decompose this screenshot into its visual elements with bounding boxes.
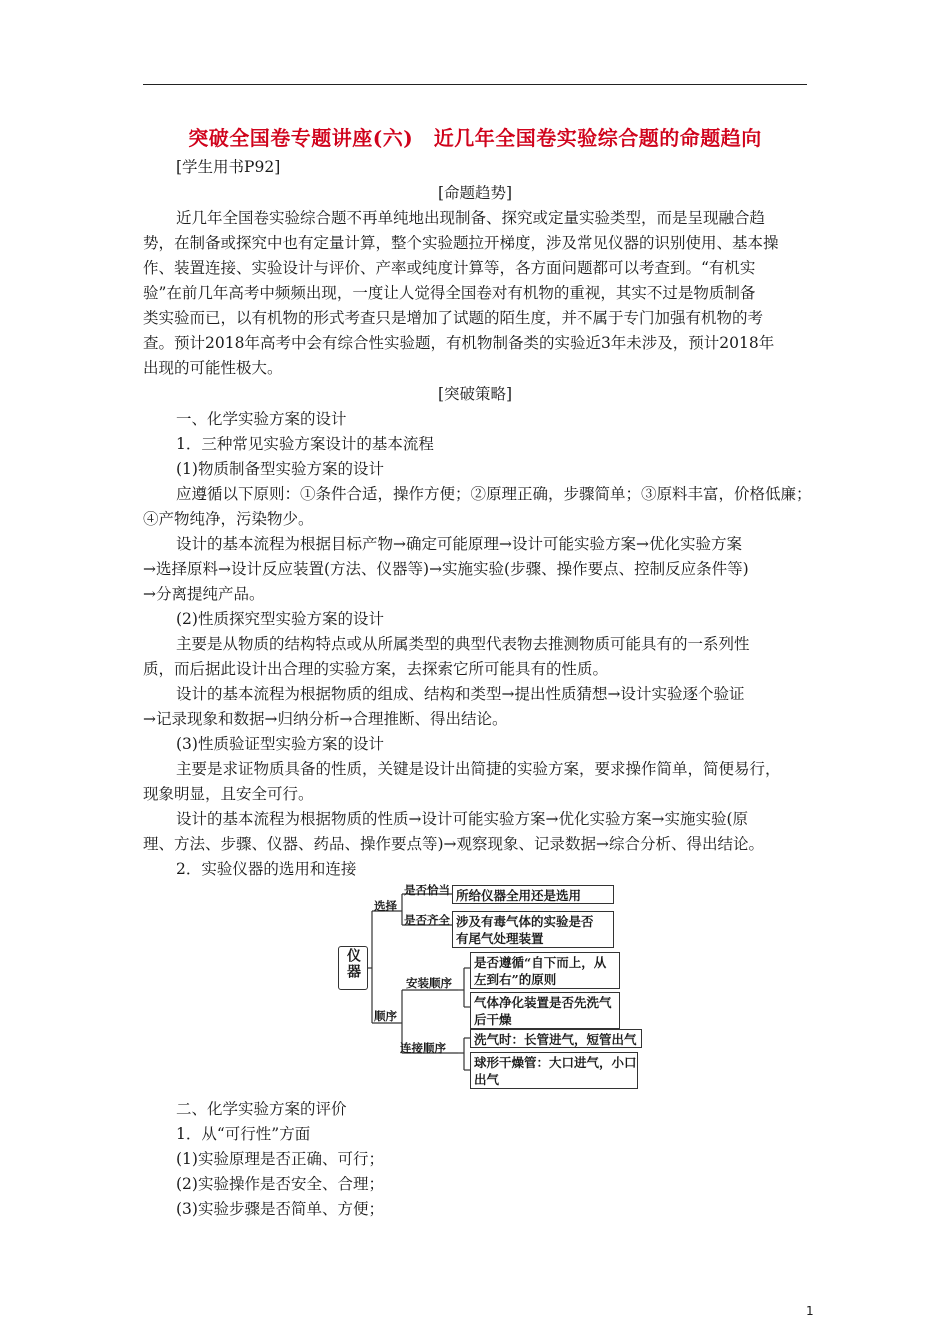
box-updown-line2: 左到右”的原则 [474, 972, 557, 987]
trend-line: 验”在前几年高考中频频出现，一度让人觉得全国卷对有机物的重视，其实不过是物质制备 [143, 284, 756, 302]
section-strategy-heading: [突破策略] [437, 385, 513, 403]
body-line: →分离提纯产品。 [143, 585, 265, 603]
box-dry-line1: 球形干燥管：大口进气，小口 [474, 1055, 637, 1070]
box-gas-wash: 洗气时：长管进气，短管出气 [470, 1029, 642, 1048]
box-gas-purify [470, 992, 620, 1029]
box-bottom-up [470, 952, 620, 989]
box-updown-line1: 是否遵循“自下而上，从 [474, 955, 607, 970]
box-toxic-line1: 涉及有毒气体的实验是否 [456, 914, 594, 929]
body-line: →记录现象和数据→归纳分析→合理推断、得出结论。 [143, 710, 508, 728]
root-label: 仪器 [345, 948, 361, 980]
section-trend-heading: [命题趋势] [437, 184, 513, 202]
body-line: 设计的基本流程为根据目标产物→确定可能原理→设计可能实验方案→优化实验方案 [176, 535, 742, 553]
trend-line: 类实验而已，以有机物的形式考查只是增加了试题的陌生度，并不属于专门加强有机物的考 [143, 309, 764, 327]
box-toxic-gas [452, 911, 614, 948]
eval-line: (1)实验原理是否正确、可行； [176, 1150, 384, 1168]
box-dry-line2: 出气 [474, 1072, 500, 1087]
trend-line: 近几年全国卷实验综合题不再单纯地出现制备、探究或定量实验类型，而是呈现融合趋 [176, 209, 766, 227]
trend-line: 查。预计2018年高考中会有综合性实验题，有机物制备类的实验近3年未涉及，预计2018年 [143, 334, 775, 352]
trend-line: 出现的可能性极大。 [143, 359, 283, 377]
eval-line: (2)实验操作是否安全、合理； [176, 1175, 384, 1193]
eval-line: 1．从“可行性”方面 [176, 1125, 311, 1143]
label-suitable: 是否恰当 [404, 883, 450, 897]
page-title: 突破全国卷专题讲座(六) 近几年全国卷实验综合题的命题趋向 [188, 126, 762, 150]
box-all-or-select: 所给仪器全用还是选用 [452, 885, 614, 904]
body-line: 设计的基本流程为根据物质的组成、结构和类型→提出性质猜想→设计实验逐个验证 [176, 685, 745, 703]
body-line: (2)性质探究型实验方案的设计 [176, 610, 384, 628]
body-line: 主要是从物质的结构特点或从所属类型的典型代表物去推测物质可能具有的一系列性 [176, 635, 750, 653]
body-line: 主要是求证物质具备的性质，关键是设计出简捷的实验方案，要求操作简单，简便易行， [176, 760, 781, 778]
body-line: 应遵循以下原则：①条件合适，操作方便；②原理正确，步骤简单；③原料丰富，价格低廉； [176, 485, 812, 503]
body-line: (1)物质制备型实验方案的设计 [176, 460, 384, 478]
label-complete: 是否齐全 [404, 913, 450, 927]
label-select: 选择 [374, 899, 397, 913]
trend-line: 作、装置连接、实验设计与评价、产率或纯度计算等，各方面问题都可以考查到。“有机实 [143, 259, 756, 277]
instrument-diagram [330, 880, 650, 1090]
label-connect-order: 连接顺序 [400, 1041, 446, 1055]
body-line: 一、化学实验方案的设计 [176, 410, 347, 428]
body-line: (3)性质验证型实验方案的设计 [176, 735, 384, 753]
body-line: ④产物纯净，污染物少。 [143, 510, 314, 528]
label-order: 顺序 [374, 1009, 397, 1023]
box-drying-tube [470, 1052, 638, 1089]
body-line: 1．三种常见实验方案设计的基本流程 [176, 435, 434, 453]
body-line: 理、方法、步骤、仪器、药品、操作要点等)→观察现象、记录数据→综合分析、得出结论。 [143, 835, 765, 853]
eval-line: (3)实验步骤是否简单、方便； [176, 1200, 384, 1218]
book-ref: [学生用书P92] [176, 158, 281, 176]
box-purify-line1: 气体净化装置是否先洗气 [474, 995, 612, 1010]
eval-line: 二、化学实验方案的评价 [176, 1100, 347, 1118]
box-purify-line2: 后干燥 [474, 1012, 512, 1027]
header-rule [143, 84, 807, 85]
body-line: 设计的基本流程为根据物质的性质→设计可能实验方案→优化实验方案→实施实验(原 [176, 810, 749, 828]
box-toxic-line2: 有尾气处理装置 [456, 931, 544, 946]
diagram-root-instrument [338, 946, 368, 990]
trend-line: 势，在制备或探究中也有定量计算，整个实验题拉开梯度，涉及常见仪器的识别使用、基本操 [143, 234, 779, 252]
body-line: 现象明显，且安全可行。 [143, 785, 314, 803]
page-number: 1 [806, 1304, 814, 1318]
body-line: 质，而后据此设计出合理的实验方案，去探索它所可能具有的性质。 [143, 660, 609, 678]
body-line: →选择原料→设计反应装置(方法、仪器等)→实施实验(步骤、操作要点、控制反应条件等) [143, 560, 749, 578]
body-line: 2．实验仪器的选用和连接 [176, 860, 357, 878]
label-install-order: 安装顺序 [406, 976, 452, 990]
